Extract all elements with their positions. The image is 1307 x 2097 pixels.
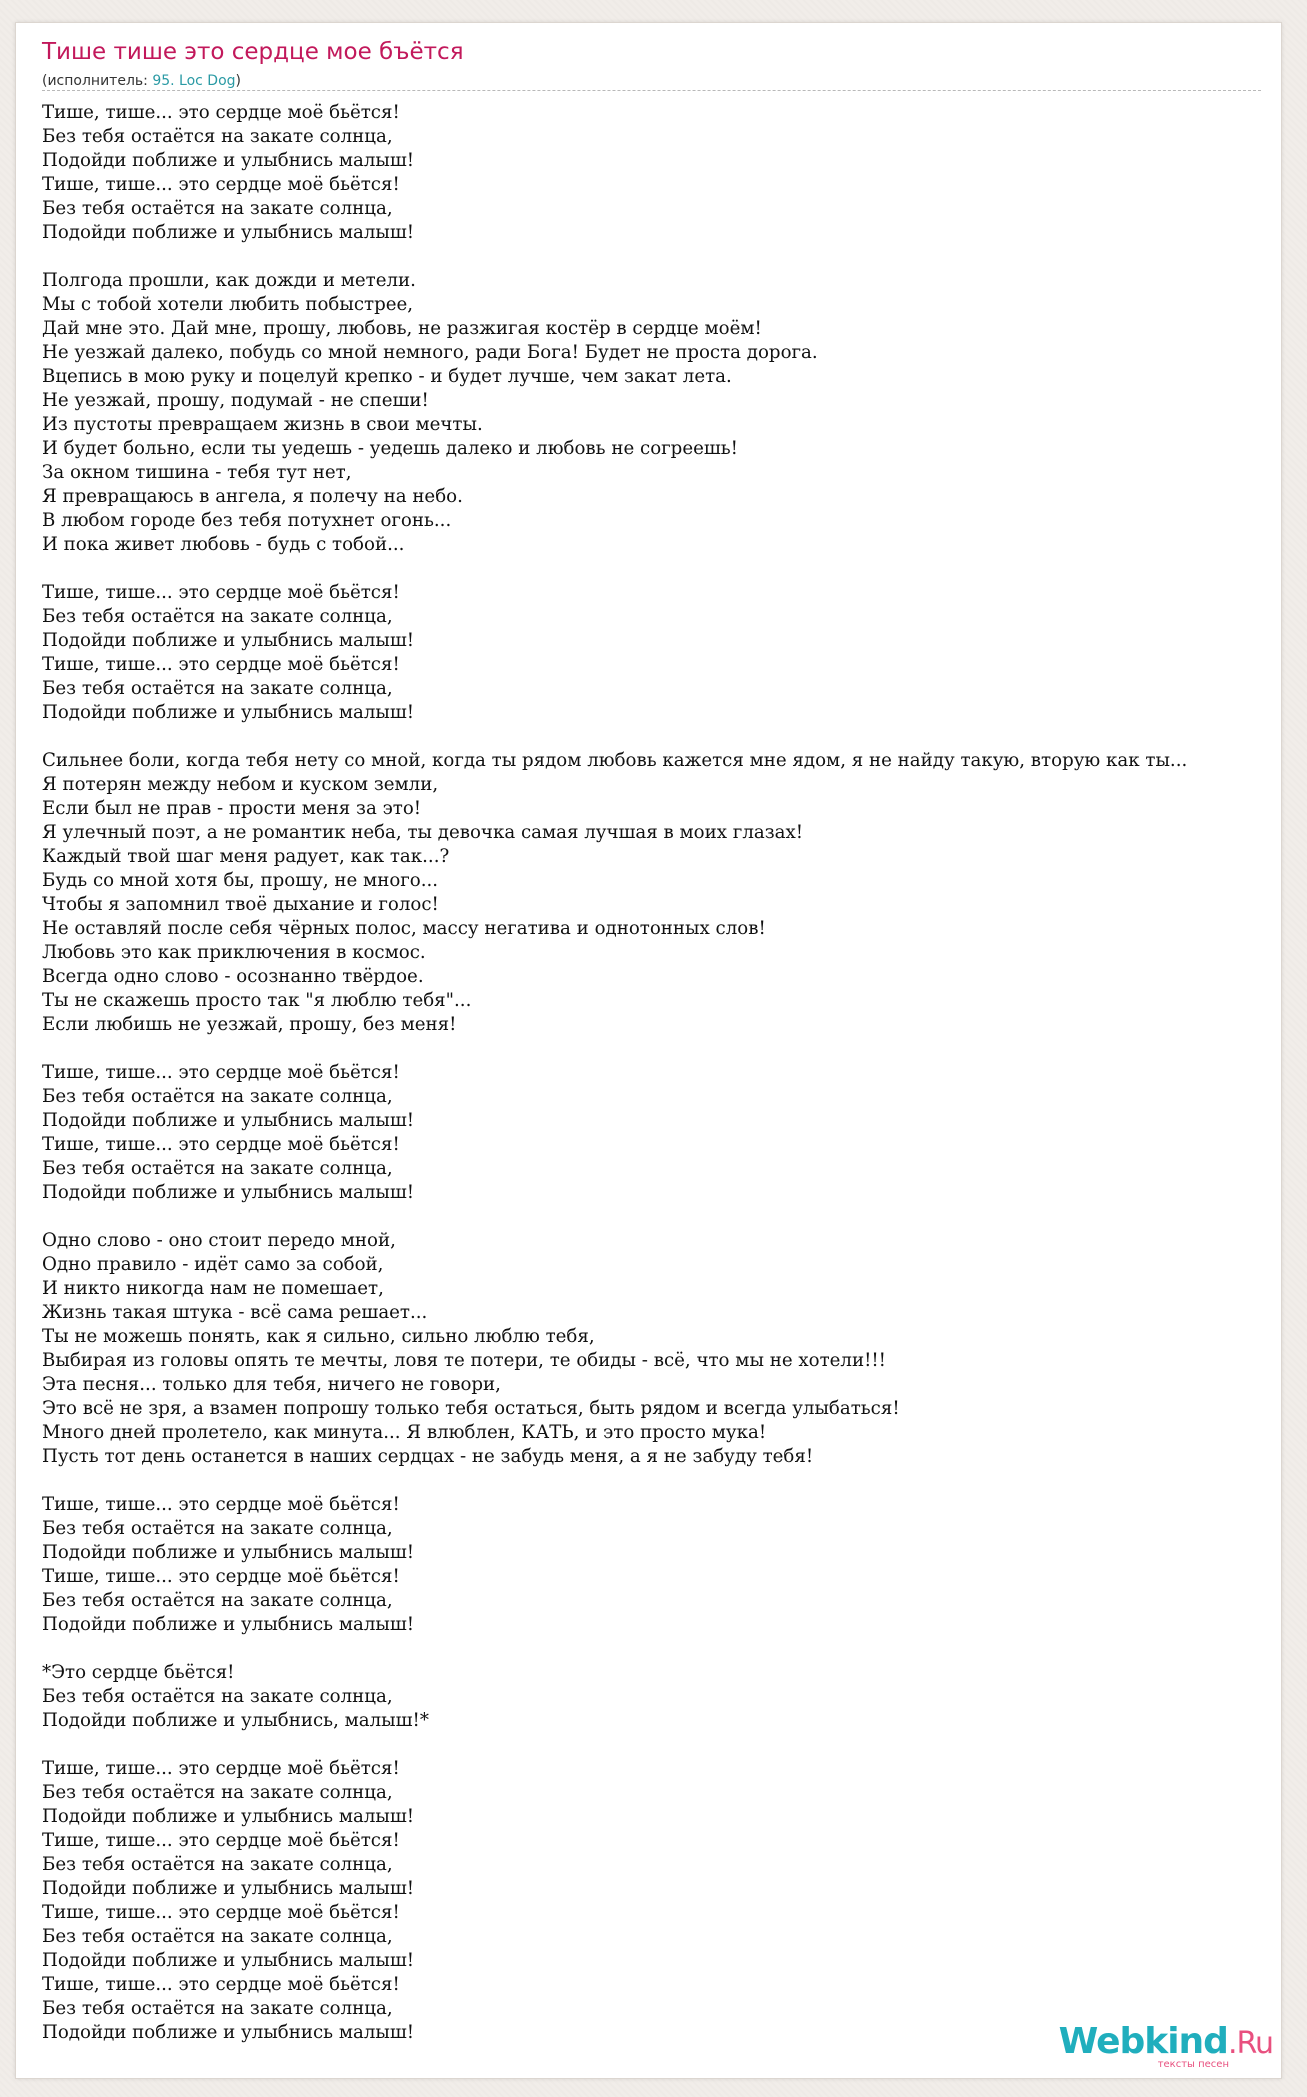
lyric-line: Мы с тобой хотели любить побыстрее, bbox=[42, 294, 414, 315]
lyric-line: Тише, тише... это сердце моё бьётся! bbox=[42, 102, 400, 123]
lyric-line: Тише, тише... это сердце моё бьётся! bbox=[42, 1566, 400, 1587]
lyric-line: Дай мне это. Дай мне, прошу, любовь, не разжигая костёр в сердце моём! bbox=[42, 318, 762, 339]
lyric-line: Тише, тише... это сердце моё бьётся! bbox=[42, 1494, 400, 1515]
lyric-line: Вцепись в мою руку и поцелуй крепко - и будет лучше, чем закат лета. bbox=[42, 366, 732, 387]
lyric-line: Без тебя остаётся на закате солнца, bbox=[42, 678, 393, 699]
lyric-line: Тише, тише... это сердце моё бьётся! bbox=[42, 1134, 400, 1155]
lyric-line: Тише, тише... это сердце моё бьётся! bbox=[42, 1758, 400, 1779]
artist-line bbox=[42, 73, 241, 89]
lyric-line: Тише, тише... это сердце моё бьётся! bbox=[42, 654, 400, 675]
lyric-line: Подойди поближе и улыбнись малыш! bbox=[42, 2022, 415, 2043]
lyric-line: Одно слово - оно стоит передо мной, bbox=[42, 1230, 396, 1251]
artist-link[interactable]: 95. Loc Dog bbox=[152, 73, 236, 89]
lyric-line: Я улечный поэт, а не романтик неба, ты девочка самая лучшая в моих глазах! bbox=[42, 822, 804, 843]
lyric-line: Одно правило - идёт само за собой, bbox=[42, 1254, 384, 1275]
lyric-line: Подойди поближе и улыбнись малыш! bbox=[42, 150, 415, 171]
lyric-line: Подойди поближе и улыбнись, малыш!* bbox=[42, 1710, 429, 1731]
lyric-line: Чтобы я запомнил твоё дыхание и голос! bbox=[42, 894, 439, 915]
lyric-line: Без тебя остаётся на закате солнца, bbox=[42, 606, 393, 627]
lyric-line: Жизнь такая штука - всё сама решает... bbox=[42, 1302, 428, 1323]
lyric-line bbox=[42, 245, 1282, 269]
lyric-line bbox=[42, 1733, 1282, 1757]
lyric-line: Без тебя остаётся на закате солнца, bbox=[42, 1998, 393, 2019]
lyric-line: Подойди поближе и улыбнись малыш! bbox=[42, 1950, 415, 1971]
lyric-line: Подойди поближе и улыбнись малыш! bbox=[42, 222, 415, 243]
lyrics-text bbox=[42, 101, 1282, 2045]
lyric-line: И будет больно, если ты уедешь - уедешь далеко и любовь не согреешь! bbox=[42, 438, 738, 459]
lyric-line: Я потерян между небом и куском земли, bbox=[42, 774, 439, 795]
lyric-line: Тише, тише... это сердце моё бьётся! bbox=[42, 582, 400, 603]
lyric-line: И никто никогда нам не помешает, bbox=[42, 1278, 384, 1299]
lyric-line: Подойди поближе и улыбнись малыш! bbox=[42, 630, 415, 651]
lyric-line: Тише, тише... это сердце моё бьётся! bbox=[42, 1830, 400, 1851]
lyric-line: Подойди поближе и улыбнись малыш! bbox=[42, 1182, 415, 1203]
lyric-line: Тише, тише... это сердце моё бьётся! bbox=[42, 1062, 400, 1083]
lyric-line: Не уезжай далеко, побудь со мной немного, ради Бога! Будет не проста дорога. bbox=[42, 342, 818, 363]
lyric-line: *Это сердце бьётся! bbox=[42, 1662, 235, 1683]
lyric-line: Подойди поближе и улыбнись малыш! bbox=[42, 1614, 415, 1635]
lyric-line: Без тебя остаётся на закате солнца, bbox=[42, 1518, 393, 1539]
lyric-line: Без тебя остаётся на закате солнца, bbox=[42, 1854, 393, 1875]
lyric-line: Без тебя остаётся на закате солнца, bbox=[42, 1086, 393, 1107]
lyric-line bbox=[42, 1205, 1282, 1229]
lyric-line: За окном тишина - тебя тут нет, bbox=[42, 462, 352, 483]
lyric-line: Без тебя остаётся на закате солнца, bbox=[42, 198, 393, 219]
lyric-line: Не уезжай, прошу, подумай - не спеши! bbox=[42, 390, 429, 411]
lyric-line: В любом городе без тебя потухнет огонь... bbox=[42, 510, 452, 531]
lyric-line: Без тебя остаётся на закате солнца, bbox=[42, 1926, 393, 1947]
lyric-line: Подойди поближе и улыбнись малыш! bbox=[42, 702, 415, 723]
lyric-line: Тише, тише... это сердце моё бьётся! bbox=[42, 1974, 400, 1995]
lyric-line bbox=[42, 1037, 1282, 1061]
lyric-line: Каждый твой шаг меня радует, как так...? bbox=[42, 846, 450, 867]
artist-prefix: (исполнитель: bbox=[42, 73, 153, 89]
lyric-line: Ты не скажешь просто так "я люблю тебя"... bbox=[42, 990, 472, 1011]
lyric-line: Эта песня... только для тебя, ничего не говори, bbox=[42, 1374, 501, 1395]
lyric-line: Если любишь не уезжай, прошу, без меня! bbox=[42, 1014, 457, 1035]
lyric-line: Полгода прошли, как дожди и метели. bbox=[42, 270, 416, 291]
lyric-line: Если был не прав - прости меня за это! bbox=[42, 798, 422, 819]
lyric-line: Без тебя остаётся на закате солнца, bbox=[42, 1782, 393, 1803]
lyric-line: Без тебя остаётся на закате солнца, bbox=[42, 126, 393, 147]
lyric-line: Не оставляй после себя чёрных полос, массу негатива и однотонных слов! bbox=[42, 918, 766, 939]
logo-tld: .Ru bbox=[1227, 2026, 1273, 2061]
lyric-line: Из пустоты превращаем жизнь в свои мечты. bbox=[42, 414, 483, 435]
lyric-line: Подойди поближе и улыбнись малыш! bbox=[42, 1110, 415, 1131]
lyric-line: Всегда одно слово - осознанно твёрдое. bbox=[42, 966, 424, 987]
lyric-line: Сильнее боли, когда тебя нету со мной, когда ты рядом любовь кажется мне ядом, я не найду такую, вторую как ты... bbox=[42, 750, 1188, 771]
lyric-line: Без тебя остаётся на закате солнца, bbox=[42, 1158, 393, 1179]
title-divider bbox=[42, 90, 1261, 91]
lyric-line: Подойди поближе и улыбнись малыш! bbox=[42, 1806, 415, 1827]
lyric-line bbox=[42, 725, 1282, 749]
lyric-line: Тише, тише... это сердце моё бьётся! bbox=[42, 1902, 400, 1923]
lyric-line: Без тебя остаётся на закате солнца, bbox=[42, 1686, 393, 1707]
lyric-line bbox=[42, 1637, 1282, 1661]
lyric-line: Любовь это как приключения в космос. bbox=[42, 942, 426, 963]
lyric-line: Без тебя остаётся на закате солнца, bbox=[42, 1590, 393, 1611]
lyric-line: Подойди поближе и улыбнись малыш! bbox=[42, 1878, 415, 1899]
lyric-line: Я превращаюсь в ангела, я полечу на небо. bbox=[42, 486, 463, 507]
lyric-line: Много дней пролетело, как минута... Я влюблен, КАТЬ, и это просто мука! bbox=[42, 1422, 767, 1443]
lyric-line: Будь со мной хотя бы, прошу, не много... bbox=[42, 870, 439, 891]
lyric-line: Пусть тот день останется в наших сердцах - не забудь меня, а я не забуду тебя! bbox=[42, 1446, 814, 1467]
lyric-line: Выбирая из головы опять те мечты, ловя те потери, те обиды - всё, что мы не хотели!!! bbox=[42, 1350, 886, 1371]
logo-tagline: тексты песен bbox=[1157, 2059, 1229, 2070]
logo-wordmark: Webkind bbox=[1058, 2021, 1228, 2062]
lyric-line: Ты не можешь понять, как я сильно, сильно люблю тебя, bbox=[42, 1326, 595, 1347]
lyric-line: Это всё не зря, а взамен попрошу только тебя остаться, быть рядом и всегда улыбаться! bbox=[42, 1398, 900, 1419]
lyric-line: Тише, тише... это сердце моё бьётся! bbox=[42, 174, 400, 195]
lyric-line: И пока живет любовь - будь с тобой... bbox=[42, 534, 405, 555]
lyric-line bbox=[42, 557, 1282, 581]
lyric-line: Подойди поближе и улыбнись малыш! bbox=[42, 1542, 415, 1563]
song-title: Тише тише это сердце мое бъётся bbox=[42, 39, 464, 65]
site-logo[interactable] bbox=[1059, 2023, 1273, 2070]
lyrics-page bbox=[15, 22, 1282, 2079]
lyric-line bbox=[42, 1469, 1282, 1493]
artist-suffix: ) bbox=[235, 73, 241, 89]
